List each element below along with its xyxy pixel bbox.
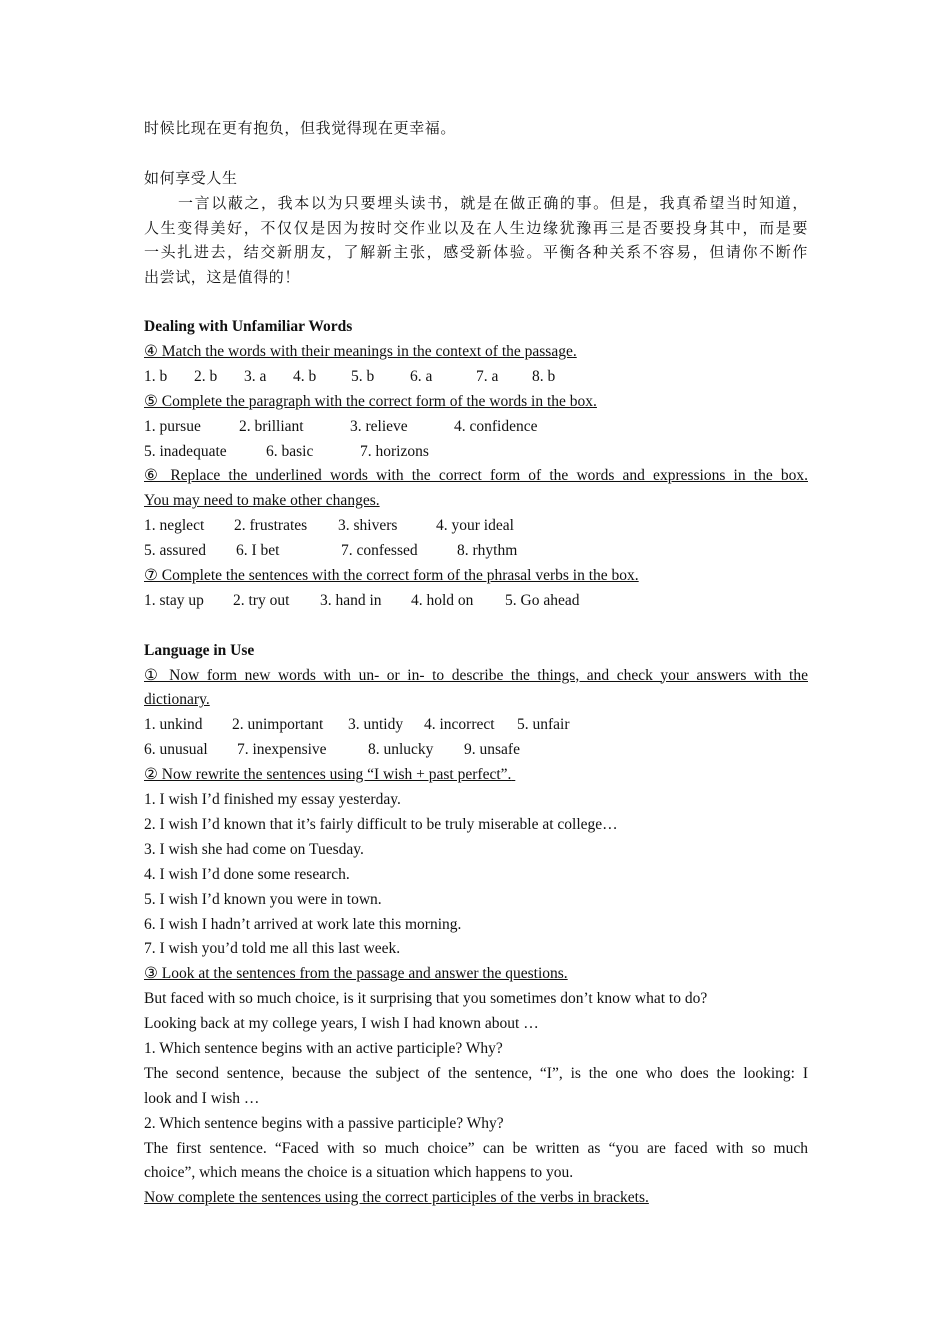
answer-item: 5. assured (144, 542, 206, 560)
answer-text: The second sentence, because the subject of the sentence, “I”, is the one who does the looking: I (144, 1064, 808, 1082)
answer-item: 3. hand in (320, 591, 382, 609)
answer-item: 5. inadequate (144, 442, 227, 460)
answer-item: 5. Go ahead (505, 591, 580, 609)
chinese-paragraph-line: 一言以蔽之，我本以为只要埋头读书，就是在做正确的事。但是，我真希望当时知道， (178, 193, 808, 212)
answer-item: 1. b (144, 367, 168, 385)
answer-item: 3. shivers (338, 517, 398, 535)
exercise-instruction: ② Now rewrite the sentences using “I wish + past perfect”. (144, 763, 808, 788)
answer-item: 5. b (351, 367, 375, 385)
answer-item: 7. confessed (341, 542, 418, 560)
answer-item: 2. frustrates (234, 517, 308, 535)
answer-item: 7. a (476, 367, 499, 385)
exercise-instruction: ④ Match the words with their meanings in the context of the passage. (144, 343, 577, 361)
answer-line: 6. I wish I hadn’t arrived at work late this morning. (144, 915, 462, 933)
answer-text: choice”, which means the choice is a situation which happens to you. (144, 1164, 574, 1182)
answer-item: 1. stay up (144, 591, 204, 609)
answer-item: 8. unlucky (368, 741, 434, 759)
answer-item: 2. b (194, 367, 218, 385)
answer-item: 3. relieve (350, 417, 408, 435)
answer-line: 3. I wish she had come on Tuesday. (144, 840, 364, 858)
answer-row (144, 440, 808, 465)
exercise-instruction: You may need to make other changes. (144, 492, 380, 510)
answer-item: 1. pursue (144, 417, 201, 435)
answer-item: 8. b (532, 367, 556, 385)
spacer (144, 141, 808, 166)
answer-row (144, 589, 808, 614)
exercise-instruction: ⑦ Complete the sentences with the correct form of the phrasal verbs in the box. (144, 567, 639, 585)
answer-item: 2. unimportant (232, 716, 324, 734)
answer-item: 4. hold on (411, 591, 474, 609)
spacer (144, 614, 808, 639)
answer-item: 6. unusual (144, 741, 208, 759)
answer-row (144, 514, 808, 539)
answer-item: 2. try out (233, 591, 290, 609)
answer-item: 1. unkind (144, 716, 203, 734)
blank-underline (511, 763, 561, 788)
answer-item: 9. unsafe (464, 741, 520, 759)
answer-item: 3. a (244, 367, 267, 385)
answer-row (144, 539, 808, 564)
exercise-instruction: ⑥ Replace the underlined words with the correct form of the words and expressions in the box. (144, 467, 808, 485)
page-content (144, 116, 808, 1211)
answer-line: 2. I wish I’d known that it’s fairly difficult to be truly miserable at college… (144, 815, 618, 833)
answer-item: 4. confidence (454, 417, 538, 435)
answer-item: 3. untidy (348, 716, 404, 734)
chinese-carry-line: 时候比现在更有抱负，但我觉得现在更幸福。 (144, 119, 457, 137)
answer-item: 8. rhythm (457, 542, 518, 560)
answer-item: 5. unfair (517, 716, 570, 734)
spacer (144, 290, 808, 315)
answer-item: 7. inexpensive (237, 741, 327, 759)
answer-item: 7. horizons (360, 442, 429, 460)
chinese-paragraph-line: 一头扎进去，结交新朋友，了解新主张，感受新体验。平衡各种关系不容易，但请你不断作 (144, 243, 808, 262)
answer-item: 6. a (410, 367, 433, 385)
passage-quote: But faced with so much choice, is it surprising that you sometimes don’t know what to do? (144, 990, 708, 1008)
answer-item: 4. incorrect (424, 716, 495, 734)
answer-row (144, 415, 808, 440)
exercise-instruction: dictionary. (144, 691, 210, 709)
exercise-instruction: Now complete the sentences using the correct participles of the verbs in brackets. (144, 1189, 649, 1207)
answer-text: The first sentence. “Faced with so much choice” can be written as “you are faced with so much (144, 1139, 808, 1157)
answer-line: 5. I wish I’d known you were in town. (144, 890, 382, 908)
answer-row (144, 365, 808, 390)
answer-item: 6. basic (266, 442, 314, 460)
answer-item: 6. I bet (236, 542, 280, 560)
answer-line: 1. I wish I’d finished my essay yesterday. (144, 791, 401, 809)
exercise-instruction: ⑤ Complete the paragraph with the correct form of the words in the box. (144, 392, 597, 410)
chinese-paragraph-line: 出尝试，这是值得的！ (144, 268, 301, 287)
answer-item: 1. neglect (144, 517, 205, 535)
question: 2. Which sentence begins with a passive participle? Why? (144, 1114, 504, 1132)
exercise-instruction: ① Now form new words with un- or in- to describe the things, and check your answers with the (144, 666, 808, 684)
answer-text: look and I wish … (144, 1089, 260, 1107)
answer-item: 4. b (293, 367, 317, 385)
answer-row (144, 713, 808, 738)
answer-row (144, 738, 808, 763)
passage-quote: Looking back at my college years, I wish I had known about … (144, 1015, 539, 1033)
question: 1. Which sentence begins with an active participle? Why? (144, 1039, 503, 1057)
exercise-instruction: ③ Look at the sentences from the passage and answer the questions. (144, 965, 568, 983)
answer-item: 2. brilliant (239, 417, 304, 435)
answer-item: 4. your ideal (436, 517, 514, 535)
section-heading: Language in Use (144, 641, 255, 659)
chinese-section-title: 如何享受人生 (144, 168, 238, 187)
section-heading: Dealing with Unfamiliar Words (144, 318, 353, 336)
chinese-paragraph-line: 人生变得美好，不仅仅是因为按时交作业以及在人生边缘犹豫再三是否要投身其中，而是要 (144, 218, 808, 237)
answer-line: 7. I wish you’d told me all this last week. (144, 940, 401, 958)
answer-line: 4. I wish I’d done some research. (144, 865, 350, 883)
